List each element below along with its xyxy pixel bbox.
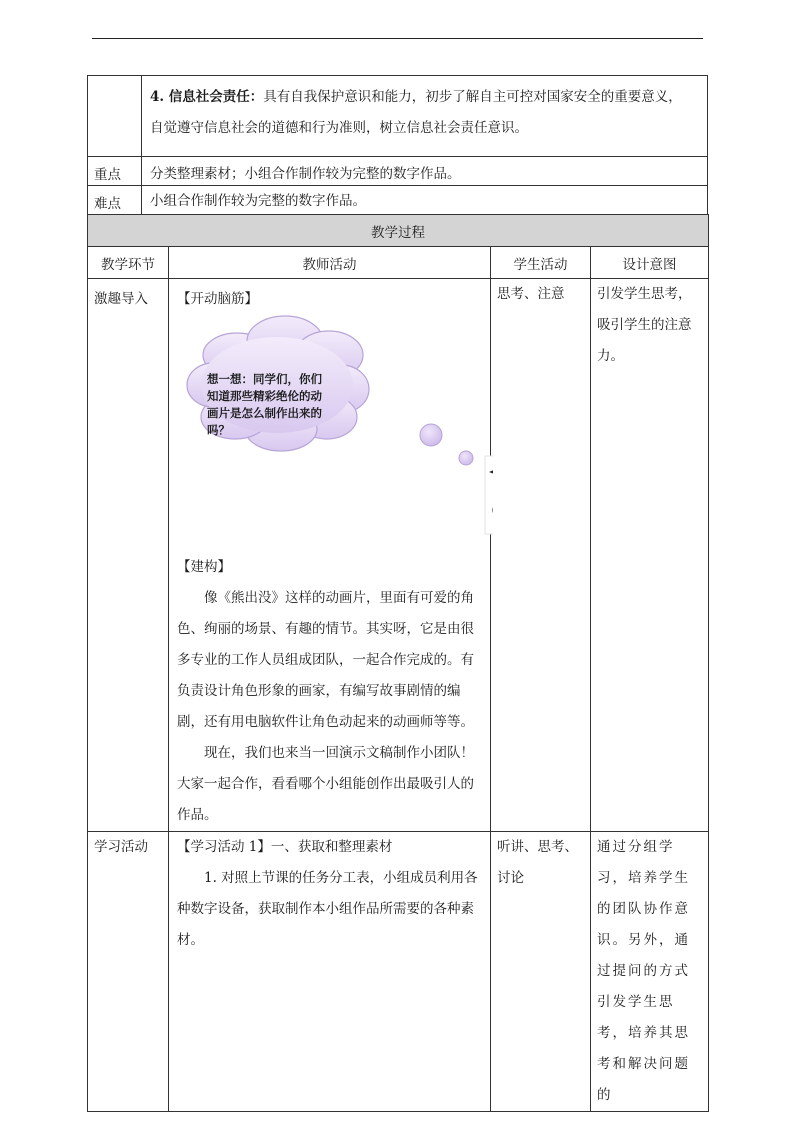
- table-row: [88, 832, 709, 1112]
- mascot-icon: [485, 456, 493, 534]
- key-points-label: 重点: [88, 157, 142, 186]
- column-header-intent: 设计意图: [591, 247, 709, 279]
- brainstorm-heading: 【开动脑筋】: [177, 291, 258, 307]
- activity-heading: 【学习活动 1】一、获取和整理素材: [177, 839, 393, 855]
- process-table: [87, 214, 709, 1112]
- objective-item-4: [142, 76, 708, 157]
- objective-label: 4. 信息社会责任：: [150, 89, 264, 105]
- objective-text-line1: 具有自我保护意识和能力，初步了解自主可控对国家安全的重要意义，: [263, 89, 682, 105]
- activity-paragraph-1: 1. 对照上节课的任务分工表，小组成员利用各种数字设备，获取制作本小组作品所需要的各种素材。: [177, 870, 478, 948]
- stage-cell: 学习活动: [88, 832, 169, 1112]
- column-header-student: 学生活动: [491, 247, 591, 279]
- construct-paragraph-1: 像《熊出没》这样的动画片，里面有可爱的角色、绚丽的场景、有趣的情节。其实呀，它是由很多专业的工作人员组成团队，一起合作完成的。有负责设计角色形象的画家，有编写故事剧情的编剧，还有用电脑软件让角色动起来的动画师等等。: [177, 590, 474, 730]
- thought-cloud-illustration: [177, 307, 493, 552]
- header-rule: [92, 38, 703, 39]
- construct-heading: 【建构】: [177, 559, 231, 575]
- design-intent-cell: 通过分组学习，培养学生的团队协作意识。另外，通过提问的方式引发学生思考，培养其思考和解决问题的: [591, 832, 709, 1112]
- key-points-text: 分类整理素材；小组合作制作较为完整的数字作品。: [142, 157, 708, 186]
- student-activity-cell: 听讲、思考、讨论: [491, 832, 591, 1112]
- difficult-points-text: 小组合作制作较为完整的数字作品。: [142, 186, 708, 215]
- difficult-points-label: 难点: [88, 186, 142, 215]
- objective-text-line2: 自觉遵守信息社会的道德和行为准则，树立信息社会责任意识。: [150, 120, 528, 136]
- column-header-stage: 教学环节: [88, 247, 169, 279]
- teacher-activity-cell: [169, 279, 491, 832]
- process-title: 教学过程: [88, 215, 709, 247]
- table-row: [88, 279, 709, 832]
- objectives-table: [87, 75, 708, 215]
- column-header-teacher: 教师活动: [169, 247, 491, 279]
- cloud-question-text: 想一想：同学们，你们知道那些精彩绝伦的动画片是怎么制作出来的吗？: [207, 372, 322, 437]
- construct-paragraph-2: 现在，我们也来当一回演示文稿制作小团队！大家一起合作，看看哪个小组能创作出最吸引人的作品。: [177, 745, 474, 823]
- student-activity-cell: 思考、注意: [491, 279, 591, 832]
- design-intent-cell: 引发学生思考，吸引学生的注意力。: [591, 279, 709, 832]
- teacher-activity-cell: [169, 832, 491, 1112]
- stage-cell: 激趣导入: [88, 279, 169, 832]
